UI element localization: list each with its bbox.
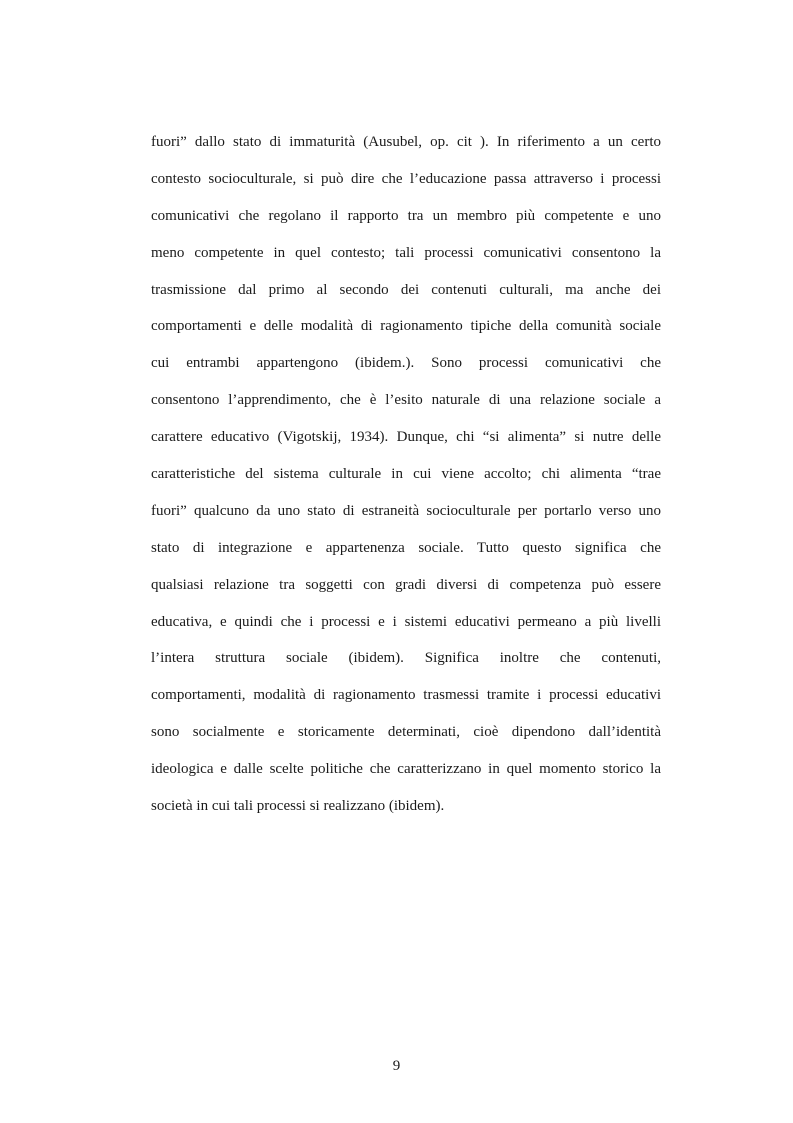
- paragraph-line-3: comunicativi che regolano il rapporto tra un membro più competente e uno: [151, 207, 661, 224]
- page-number: 9: [392, 1058, 401, 1074]
- paragraph-line-15: l’intera struttura sociale (ibidem). Significa inoltre che contenuti,: [151, 650, 661, 667]
- paragraph-line-19: società in cui tali processi si realizzano (ibidem).: [151, 798, 445, 815]
- paragraph-line-1: fuori” dallo stato di immaturità (Ausubel, op. cit ). In riferimento a un certo: [151, 134, 661, 150]
- paragraph-line-18: ideologica e dalle scelte politiche che caratterizzano in quel momento storico la: [151, 761, 661, 778]
- paragraph-line-11: fuori” qualcuno da uno stato di estraneità socioculturale per portarlo verso uno: [151, 502, 661, 519]
- body-paragraph: [151, 131, 661, 832]
- paragraph-line-6: comportamenti e delle modalità di ragionamento tipiche della comunità sociale: [151, 318, 661, 335]
- paragraph-line-12: stato di integrazione e appartenenza sociale. Tutto questo significa che: [151, 539, 661, 556]
- paragraph-line-10: caratteristiche del sistema culturale in cui viene accolto; chi alimenta “trae: [151, 466, 661, 483]
- paragraph-line-14: educativa, e quindi che i processi e i sistemi educativi permeano a più livelli: [151, 613, 661, 630]
- paragraph-line-8: consentono l’apprendimento, che è l’esito naturale di una relazione sociale a: [151, 392, 661, 409]
- paragraph-line-4: meno competente in quel contesto; tali processi comunicativi consentono la: [151, 244, 661, 261]
- paragraph-line-16: comportamenti, modalità di ragionamento trasmessi tramite i processi educativi: [151, 687, 661, 704]
- paragraph-line-17: sono socialmente e storicamente determinati, cioè dipendono dall’identità: [151, 724, 661, 741]
- paragraph-line-9: carattere educativo (Vigotskij, 1934). Dunque, chi “si alimenta” si nutre delle: [151, 429, 661, 446]
- paragraph-line-5: trasmissione dal primo al secondo dei contenuti culturali, ma anche dei: [151, 281, 661, 298]
- paragraph-line-2: contesto socioculturale, si può dire che l’educazione passa attraverso i processi: [151, 170, 661, 187]
- paragraph-line-13: qualsiasi relazione tra soggetti con gradi diversi di competenza può essere: [151, 576, 661, 593]
- paragraph-line-7: cui entrambi appartengono (ibidem.). Sono processi comunicativi che: [151, 355, 661, 372]
